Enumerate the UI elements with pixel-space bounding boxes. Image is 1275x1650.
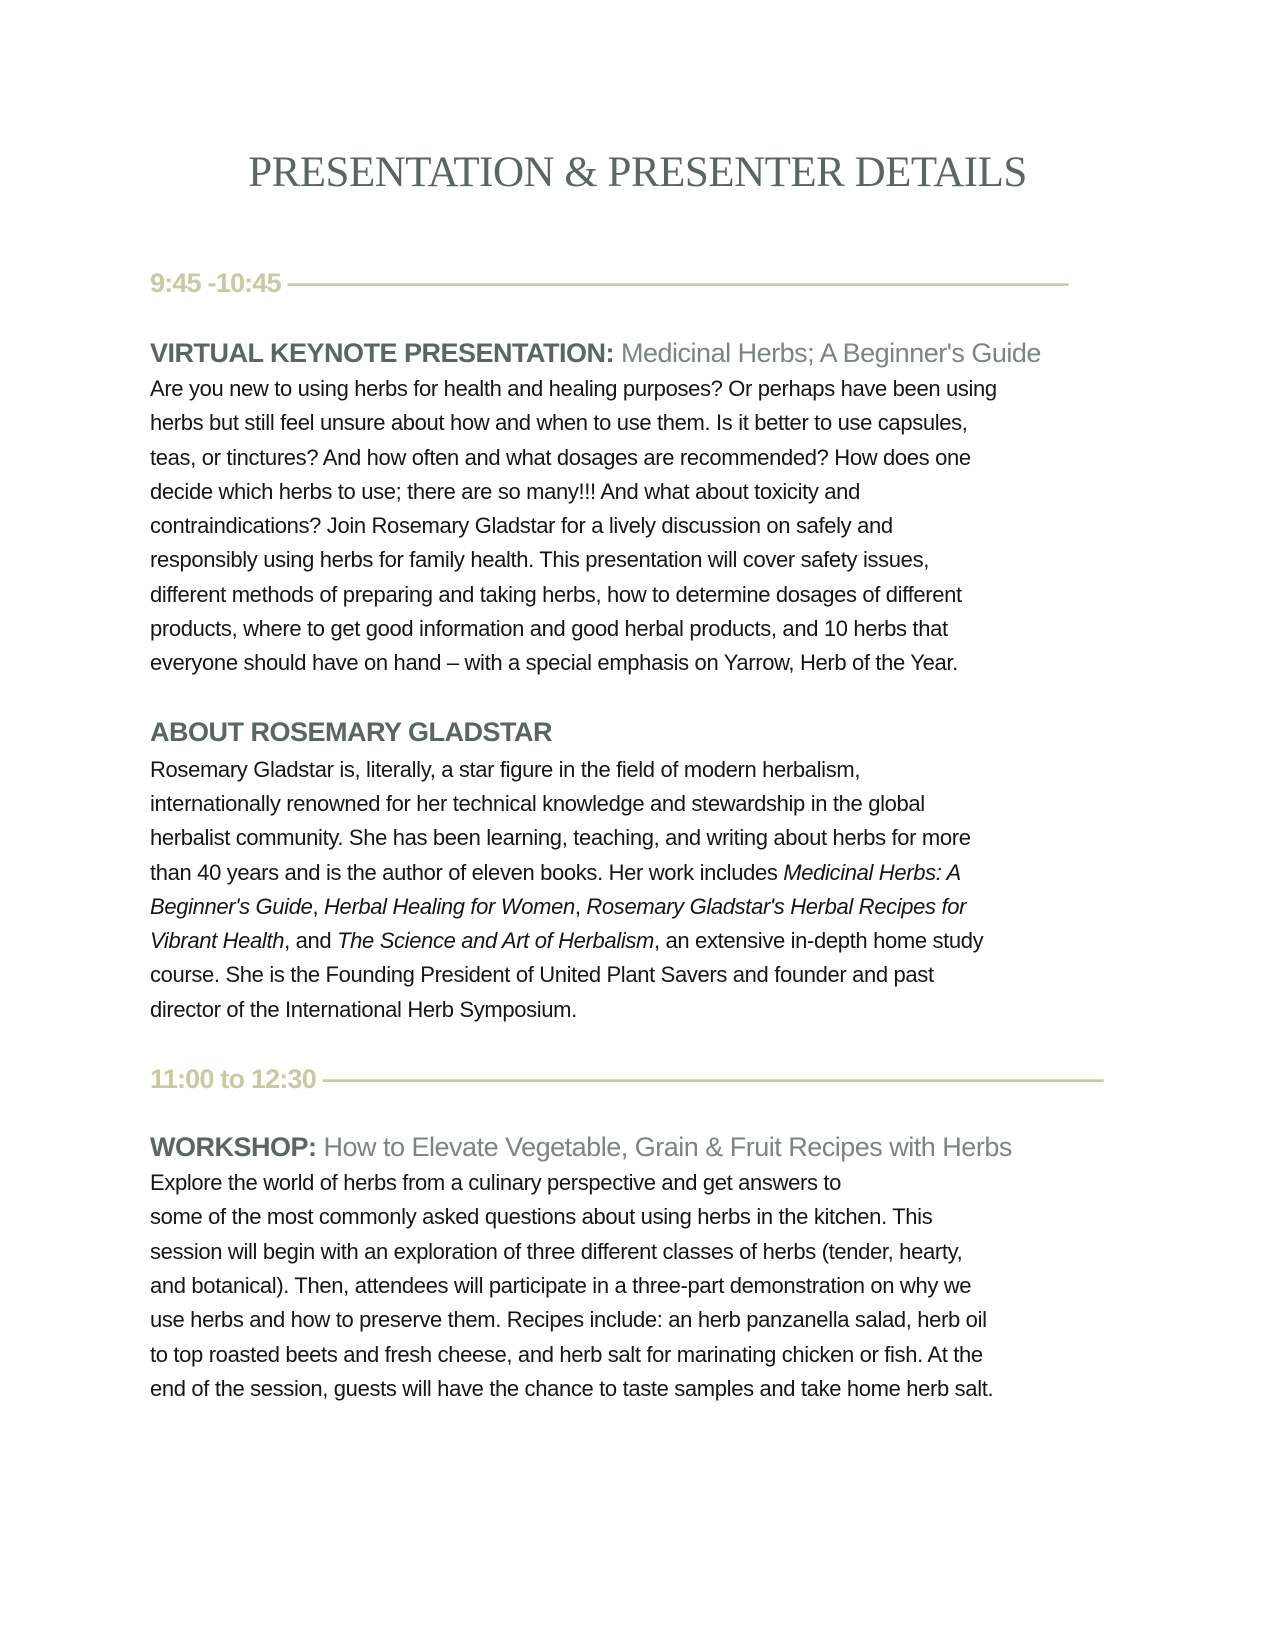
time-divider: —————————————————————————————— xyxy=(322,1064,1103,1095)
text-line: course. She is the Founding President of United Plant Savers and founder and past xyxy=(150,962,934,988)
text-run: , xyxy=(312,893,325,919)
text-line: decide which herbs to use; there are so many!!! And what about toxicity and xyxy=(150,478,860,504)
text-line: contraindications? Join Rosemary Gladstar for a lively discussion on safely and xyxy=(150,513,893,539)
session-description xyxy=(150,1166,1132,1406)
session-name: How to Elevate Vegetable, Grain & Fruit Recipes with Herbs xyxy=(316,1132,1012,1163)
page-title: PRESENTATION & PRESENTER DETAILS xyxy=(248,149,1027,196)
text-line: Explore the world of herbs from a culinary perspective and get answers to xyxy=(150,1170,842,1196)
text-line: internationally renowned for her technical knowledge and stewardship in the global xyxy=(150,790,925,816)
session-time: 9:45 -10:45 xyxy=(150,268,281,298)
session-time-heading xyxy=(150,266,1132,300)
text-line: teas, or tinctures? And how often and what dosages are recommended? How does one xyxy=(150,444,971,470)
session-time-heading xyxy=(150,1062,1132,1096)
text-line xyxy=(150,890,1132,924)
text-run: , and xyxy=(284,928,338,954)
content xyxy=(150,266,1132,1406)
about-heading: ABOUT ROSEMARY GLADSTAR xyxy=(150,716,553,747)
time-divider: —————————————————————————————— xyxy=(287,268,1068,298)
text-line xyxy=(150,856,1132,890)
text-line: everyone should have on hand – with a special emphasis on Yarrow, Herb of the Year. xyxy=(150,650,958,676)
text-line: different methods of preparing and taking herbs, how to determine dosages of different xyxy=(150,581,962,607)
session-time: 11:00 to 12:30 xyxy=(150,1064,316,1095)
session-name: Medicinal Herbs; A Beginner's Guide xyxy=(614,338,1041,368)
presenter-bio xyxy=(150,753,1132,1027)
text-line: Are you new to using herbs for health and healing purposes? Or perhaps have been using xyxy=(150,376,997,401)
session-description xyxy=(150,372,1132,681)
text-run: , an extensive in-depth home study xyxy=(654,928,984,954)
text-run: than 40 years and is the author of eleven books. Her work includes xyxy=(150,859,784,885)
text-line: and botanical). Then, attendees will participate in a three-part demonstration on why we xyxy=(150,1272,972,1298)
session-type-label: VIRTUAL KEYNOTE PRESENTATION: xyxy=(150,338,615,368)
text-line: Rosemary Gladstar is, literally, a star figure in the field of modern herbalism, xyxy=(150,756,861,782)
text-line: to top roasted beets and fresh cheese, and herb salt for marinating chicken or fish. At the xyxy=(150,1341,983,1367)
text-run: , xyxy=(574,893,587,919)
text-line: products, where to get good information and good herbal products, and 10 herbs that xyxy=(150,616,948,642)
book-title: Beginner's Guide xyxy=(150,893,313,919)
book-title: Medicinal Herbs: A xyxy=(783,859,961,885)
book-title: Vibrant Health xyxy=(150,928,285,954)
text-line: use herbs and how to preserve them. Recipes include: an herb panzanella salad, herb oil xyxy=(150,1307,987,1333)
session-title xyxy=(150,336,1132,370)
text-line: end of the session, guests will have the chance to taste samples and take home herb salt. xyxy=(150,1375,994,1401)
book-title: Herbal Healing for Women xyxy=(324,893,575,919)
text-line xyxy=(150,924,1132,958)
session-type-label: WORKSHOP: xyxy=(150,1132,317,1163)
text-line: some of the most commonly asked questions about using herbs in the kitchen. This xyxy=(150,1204,933,1230)
book-title: The Science and Art of Herbalism xyxy=(337,928,654,954)
text-line: session will begin with an exploration of three different classes of herbs (tender, hearty, xyxy=(150,1238,963,1264)
text-line: herbalist community. She has been learning, teaching, and writing about herbs for more xyxy=(150,825,971,851)
text-line: director of the International Herb Symposium. xyxy=(150,996,577,1022)
text-line: responsibly using herbs for family health. This presentation will cover safety issues, xyxy=(150,547,929,573)
book-title: Rosemary Gladstar's Herbal Recipes for xyxy=(586,893,967,919)
text-line: herbs but still feel unsure about how and when to use them. Is it better to use capsules, xyxy=(150,410,968,436)
session-title xyxy=(150,1130,1132,1164)
